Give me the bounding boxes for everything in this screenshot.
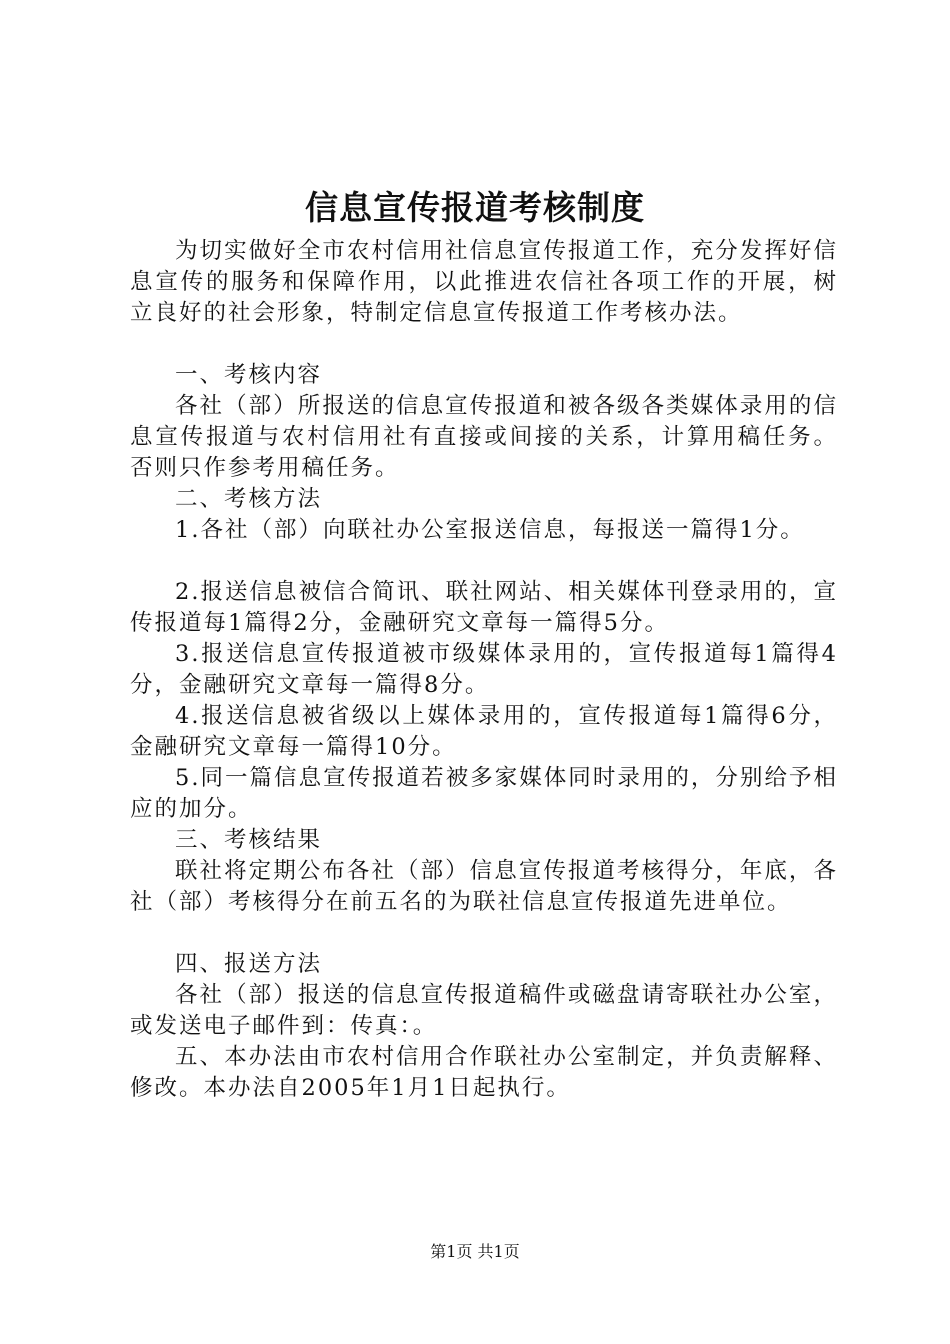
document-body	[130, 236, 838, 1104]
page-footer: 第1页 共1页	[430, 1242, 520, 1261]
section-heading-method: 二、考核方法	[175, 486, 323, 512]
method-item-3: 3.报送信息宣传报道被市级媒体录用的，宣传报道每1篇得4分，金融研究文章每一篇得8分。	[130, 641, 838, 698]
method-item-4: 4.报送信息被省级以上媒体录用的，宣传报道每1篇得6分，金融研究文章每一篇得10分。	[130, 703, 838, 760]
page-title: 信息宣传报道考核制度	[305, 188, 645, 227]
section-content-body: 各社（部）所报送的信息宣传报道和被各级各类媒体录用的信息宣传报道与农村信用社有直接或间接的关系，计算用稿任务。否则只作参考用稿任务。	[130, 393, 838, 481]
section-result-body: 联社将定期公布各社（部）信息宣传报道考核得分，年底，各社（部）考核得分在前五名的为联社信息宣传报道先进单位。	[130, 858, 838, 915]
method-item-5: 5.同一篇信息宣传报道若被多家媒体同时录用的，分别给予相应的加分。	[130, 765, 838, 822]
section-five-paragraph: 五、本办法由市农村信用合作联社办公室制定，并负责解释、修改。本办法自2005年1月1日起执行。	[130, 1044, 838, 1101]
method-item-1: 1.各社（部）向联社办公室报送信息，每报送一篇得1分。	[175, 517, 805, 543]
method-item-2: 2.报送信息被信合简讯、联社网站、相关媒体刊登录用的，宣传报道每1篇得2分，金融研究文章每一篇得5分。	[130, 579, 838, 636]
section-heading-submission: 四、报送方法	[175, 951, 323, 977]
section-heading-content: 一、考核内容	[175, 362, 323, 388]
section-heading-result: 三、考核结果	[175, 827, 323, 853]
intro-paragraph: 为切实做好全市农村信用社信息宣传报道工作，充分发挥好信息宣传的服务和保障作用，以此推进农信社各项工作的开展，树立良好的社会形象，特制定信息宣传报道工作考核办法。	[130, 238, 838, 326]
section-submission-body: 各社（部）报送的信息宣传报道稿件或磁盘请寄联社办公室，或发送电子邮件到：传真：。	[130, 982, 838, 1039]
